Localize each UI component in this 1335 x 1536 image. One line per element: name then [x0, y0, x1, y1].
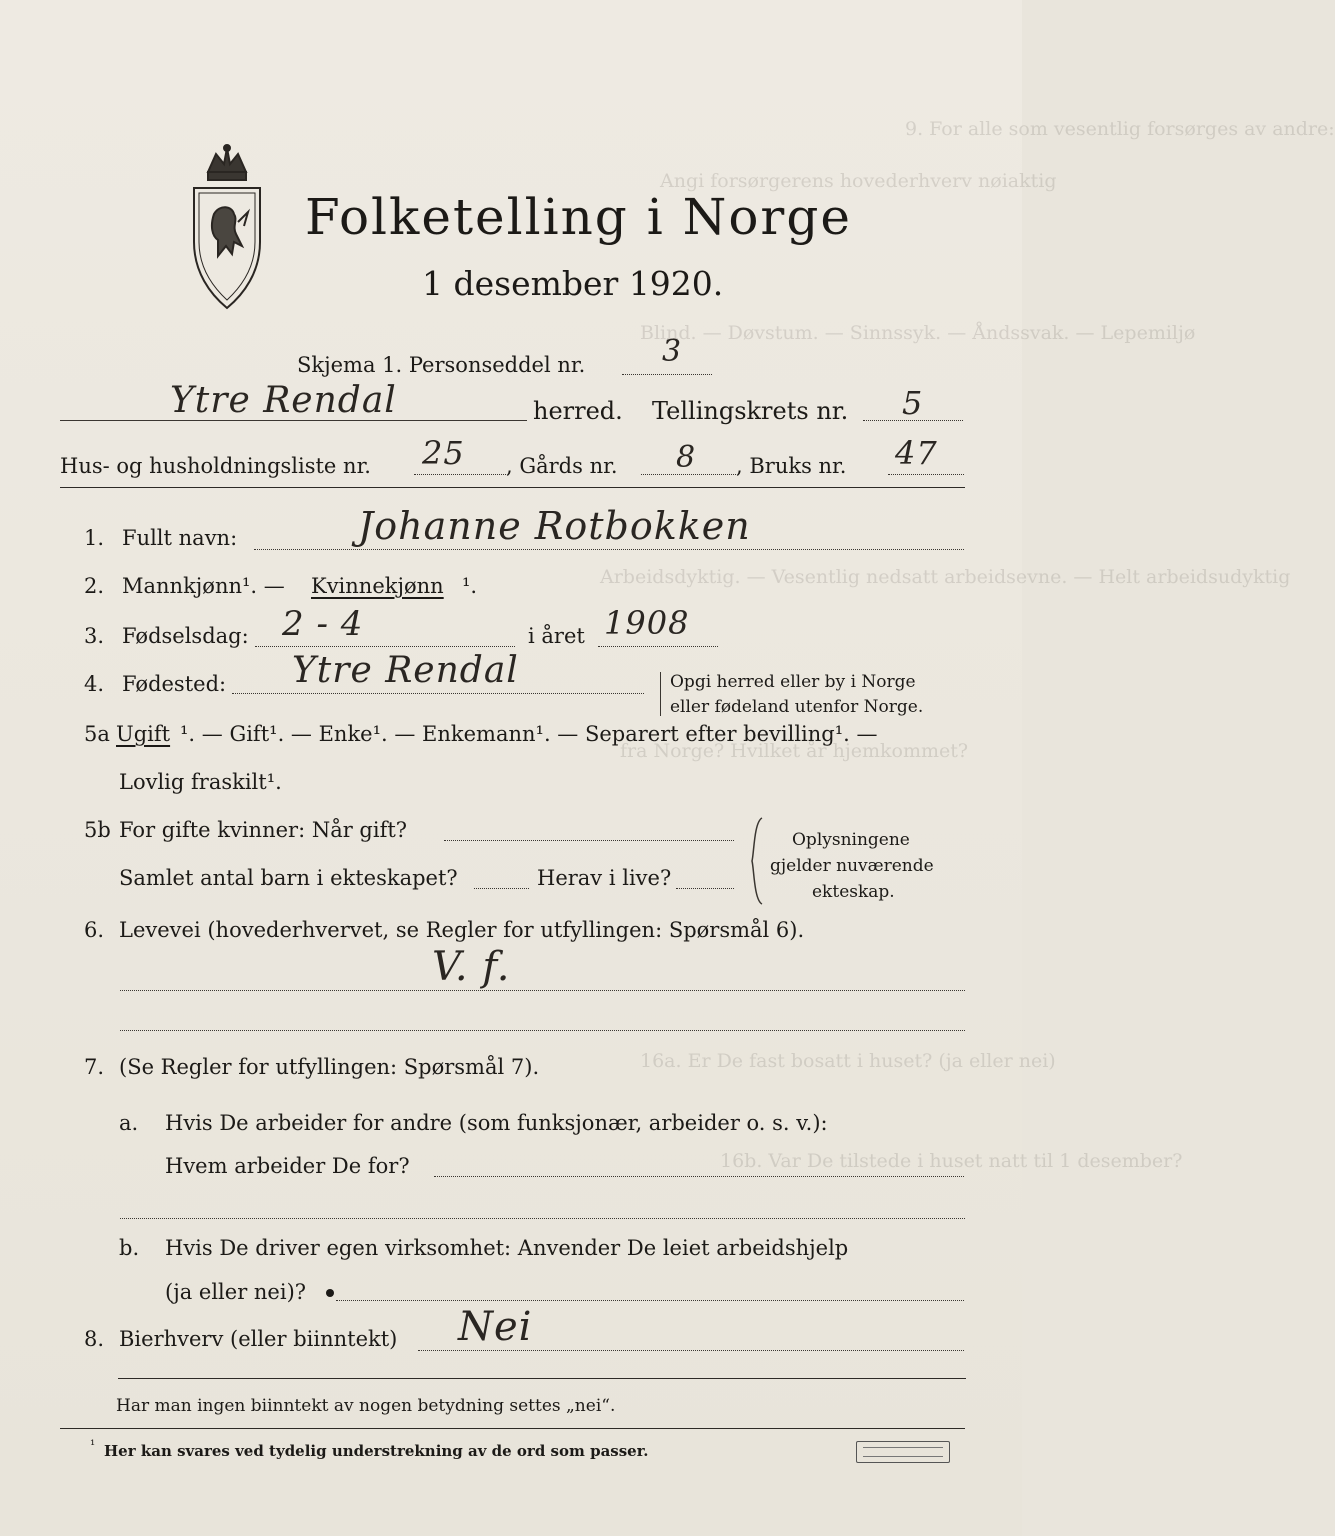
footnote-mark: ¹: [90, 1438, 96, 1453]
q5b-barn-label: Samlet antal barn i ekteskapet?: [119, 866, 458, 890]
bleed-through-text: 16b. Var De tilstede i huset natt til 1 desember?: [720, 1150, 1183, 1172]
q3-number: 3.: [84, 624, 105, 648]
q6-number: 6.: [84, 918, 105, 942]
printer-stamp: [856, 1441, 950, 1463]
form-date: 1 desember 1920.: [422, 264, 724, 303]
q5b-note-line1: Oplysningene: [792, 830, 910, 850]
q7b-line1: Hvis De driver egen virksomhet: Anvender De leiet arbeidshjelp: [165, 1236, 849, 1260]
bruks-label: , Bruks nr.: [736, 454, 847, 478]
q6-line1: [120, 990, 965, 991]
q7a-line: [434, 1176, 964, 1177]
q5a-ugift: Ugift: [116, 722, 171, 746]
q2-label-kvinne: Kvinnekjønn: [311, 574, 444, 598]
q4-number: 4.: [84, 672, 105, 696]
q4-note-bracket: [660, 672, 663, 716]
q8-label: Bierhverv (eller biinntekt): [119, 1327, 398, 1351]
q6-line2: [120, 1030, 965, 1031]
q3-year-line: [598, 646, 718, 647]
q3-year-value: 1908: [604, 604, 690, 642]
q6-label: Levevei (hovederhvervet, se Regler for utfyllingen: Spørsmål 6).: [119, 918, 805, 942]
q4-line: [232, 693, 644, 694]
gards-value: 8: [676, 440, 697, 475]
q4-label: Fødested:: [122, 672, 227, 696]
q8-number: 8.: [84, 1327, 105, 1351]
q5b-gift-line: [444, 840, 734, 841]
tellingskrets-label: Tellingskrets nr.: [652, 397, 849, 425]
q7b-number: b.: [119, 1236, 140, 1260]
schema-label: Skjema 1. Personseddel nr.: [297, 353, 586, 377]
tellingskrets-value: 5: [902, 384, 924, 422]
q7a-line-extra: [120, 1218, 965, 1219]
q5b-barn-line: [474, 888, 529, 889]
q3-day-line: [255, 646, 515, 647]
q7-number: 7.: [84, 1055, 105, 1079]
q3-label: Fødselsdag:: [122, 624, 249, 648]
q5b-note-line3: ekteskap.: [812, 882, 895, 902]
q4-value: Ytre Rendal: [292, 650, 519, 691]
q5b-note-line2: gjelder nuværende: [770, 856, 934, 876]
q5b-brace-icon: [748, 816, 764, 906]
q3-year-label: i året: [528, 624, 585, 648]
bruks-value: 47: [895, 434, 938, 472]
q8-value: Nei: [458, 1304, 533, 1350]
footer-divider: [118, 1378, 966, 1379]
hus-value: 25: [422, 434, 465, 472]
q5a-number: 5a: [84, 722, 110, 746]
q5b-live-line: [676, 888, 734, 889]
bleed-through-text: Arbeidsdyktig. — Vesentlig nedsatt arbeidsevne. — Helt arbeidsudyktig: [600, 566, 1291, 588]
q7a-number: a.: [119, 1111, 139, 1135]
bleed-through-text: fra Norge? Hvilket år hjemkommet?: [620, 740, 969, 762]
q6-value: V. f.: [432, 944, 511, 990]
footnote-divider: [60, 1428, 965, 1429]
q4-note-line1: Opgi herred eller by i Norge: [670, 672, 916, 692]
bleed-through-text: 16a. Er De fast bosatt i huset? (ja eller nei): [640, 1050, 1056, 1072]
q2-label-mann: Mannkjønn¹. —: [122, 574, 285, 598]
q5a-line2: Lovlig fraskilt¹.: [119, 770, 282, 794]
bruks-line: [888, 474, 964, 475]
q2-number: 2.: [84, 574, 105, 598]
bleed-through-text: 9. For alle som vesentlig forsørges av andre:: [905, 118, 1335, 140]
q5b-live-label: Herav i live?: [537, 866, 672, 890]
hus-line: [414, 474, 506, 475]
bleed-through-text: Angi forsørgerens hovederhverv nøiaktig: [660, 170, 1057, 192]
q7a-line2: Hvem arbeider De for?: [165, 1154, 410, 1178]
q5b-line1: For gifte kvinner: Når gift?: [119, 818, 408, 842]
q7b-line: [336, 1300, 964, 1301]
personseddel-value: 3: [662, 334, 683, 369]
ink-dot: [326, 1289, 334, 1297]
q1-value: Johanne Rotbokken: [358, 504, 751, 548]
q1-line: [254, 549, 964, 550]
herred-label: herred.: [533, 397, 623, 425]
q4-note-line2: eller fødeland utenfor Norge.: [670, 697, 924, 717]
header-divider: [60, 487, 965, 488]
form-title: Folketelling i Norge: [305, 188, 852, 246]
footer-note: Har man ingen biinntekt av nogen betydning settes „nei“.: [116, 1396, 616, 1416]
q1-label: Fullt navn:: [122, 526, 238, 550]
hus-label: Hus- og husholdningsliste nr.: [60, 454, 371, 478]
gards-label: , Gårds nr.: [506, 454, 618, 478]
q2-label-kvinne-sup: ¹.: [462, 574, 478, 598]
q5a-options: ¹. — Gift¹. — Enke¹. — Enkemann¹. — Separert efter bevilling¹. —: [180, 722, 878, 746]
bleed-through-text: Blind. — Døvstum. — Sinnssyk. — Åndssvak. — Lepemiljø: [640, 322, 1196, 344]
footnote-text: Her kan svares ved tydelig understrekning av de ord som passer.: [104, 1442, 649, 1460]
q1-number: 1.: [84, 526, 105, 550]
coat-of-arms-icon: [186, 142, 268, 314]
q3-day-value: 2 - 4: [282, 604, 364, 644]
q8-line: [418, 1350, 964, 1351]
q7-label: (Se Regler for utfyllingen: Spørsmål 7).: [119, 1055, 540, 1079]
q7a-line1: Hvis De arbeider for andre (som funksjonær, arbeider o. s. v.):: [165, 1111, 828, 1135]
herred-value: Ytre Rendal: [170, 380, 397, 421]
q7b-line2: (ja eller nei)?: [165, 1280, 307, 1304]
q5b-number: 5b: [84, 818, 111, 842]
personseddel-line: [622, 374, 712, 375]
